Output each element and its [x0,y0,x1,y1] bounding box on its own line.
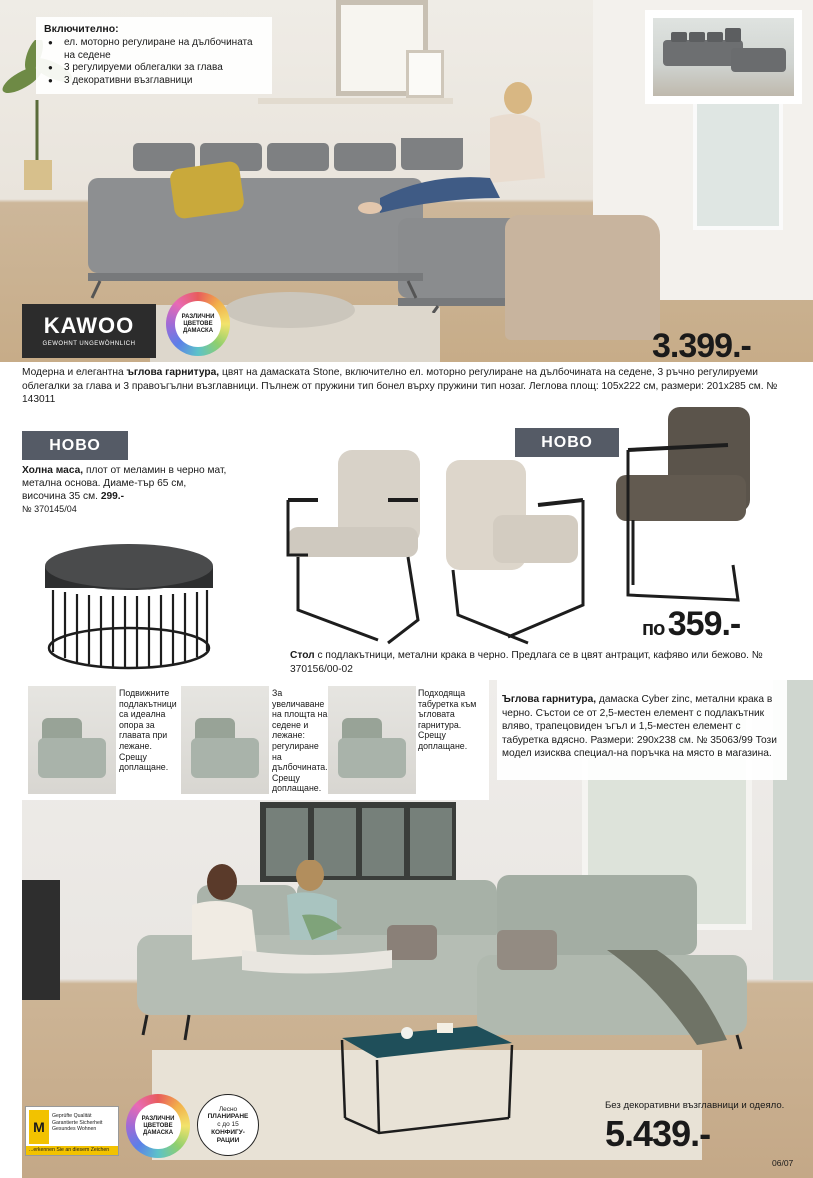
product-name: ъглова гарнитура, [126,367,220,378]
people-on-sofa [162,860,412,1000]
color-options-wheel-bottom [126,1094,190,1158]
woman-on-sofa [340,78,560,228]
knit-throw [505,215,660,340]
page-number: 06/07 [772,1158,794,1168]
features-panel [22,680,489,800]
seal-line: Geprüfte Qualität [52,1113,92,1119]
feature-image-armrest [28,686,116,794]
feature-image-depth [181,686,269,794]
yellow-cushion [169,160,245,219]
seal-letter: M [29,1110,49,1144]
wheel-text: ЦВЕТОВЕ [183,320,213,327]
desc-text: Модерна и елегантна [22,367,124,378]
badge-text: Лесно [218,1105,238,1113]
badge-text: с до 15 [217,1121,239,1129]
included-item: ● 3 декоративни възглавници [44,75,264,88]
included-item: ● ел. моторно регулиране на дълбочината на седене [44,37,264,62]
included-features-box [36,17,272,94]
desc-text: дамаска Cyber zinc, метални крака в черно. Състои се от 2,5-местен елемент с подлакътник вляво, трапецовиден ъгъл и 1,5-местен елемент с табуретка вдясно. Размери: 290x238 см. № 35063/99 Този модел изисква специал-на поръчка на място в магазина. [502,694,777,759]
seal-line: Gesundes Wohnen [52,1126,97,1133]
sofa-inset-photo [645,10,802,104]
dark-shelf [22,880,60,1000]
included-title: Включително: [44,23,119,35]
corner-sofa-description [502,693,788,761]
wheel-text: РАЗЛИЧНИ [181,313,215,320]
included-list [44,37,264,87]
kawoo-logo [22,304,156,358]
brand-tagline: GEWOHNT UNGEWÖHNLICH [42,341,136,347]
desc-text: цвят на дамаската Stone, включително ел. моторно регулиране на дълбочината на седене, 3 ръчно регулируеми облегалки за глава и 3 правоъгълни възглавници. Пълнеж от пружини тип бонел върху пружини тип нозаг. Леглова площ: 105x222 см, размери: 201x285 см. № 143011 [22,367,778,405]
wheel-text: ЦВЕТОВЕ [143,1122,173,1129]
article-number: № 370145/04 [22,504,77,514]
quality-seal [25,1106,119,1156]
brand-name: KAWOO [43,313,135,338]
feature-image-stool [328,686,416,794]
price-top-sofa: 3.399.- [652,327,751,365]
coffee-table-image [43,530,215,670]
planning-badge [197,1094,259,1156]
badge-text: ПЛАНИРАНЕ [207,1113,249,1121]
price-chair [642,605,740,644]
feature-text-depth: За увеличаване на площта на седене и лежане: регулиране на дълбочината. Срещу доплащане. [272,688,328,794]
feature-text-stool: Подходяща табуретка към ъгловата гарнитура. Срещу доплащане. [418,688,477,751]
inset-sofa [653,18,794,96]
wheel-text: ДАМАСКА [142,1129,174,1136]
product-name: Ъглова гарнитура, [502,694,597,705]
seal-line: Garantierte Sicherheit [52,1119,103,1126]
feature-text-armrest: Подвижните подлакътници са идеална опора за главата при лежане. Срещу доплащане. [119,688,177,773]
price-value: 359.- [667,605,741,643]
product-name: Холна маса, [22,465,84,476]
top-sofa-description [22,366,802,407]
wheel-text: ДАМАСКА [182,327,214,334]
desc-text: с подлакътници, метални крака в черно. Предлага се в цвят антрацит, кафяво или бежово. № 370156/00-02 [290,650,763,675]
inline-price: 299.- [100,491,125,502]
coffee-table-description [22,464,228,516]
new-badge-chair: НОВО [515,428,619,457]
new-badge-table: НОВО [22,431,128,460]
seal-footer: ...erkennen Sie an diesem Zeichen [26,1146,118,1155]
bottom-note: Без декоративни възглавници и одеяло. [605,1100,785,1111]
wheel-text: РАЗЛИЧНИ [141,1115,175,1122]
desc-text: плот от меламин в черно мат, метална основа. Диаме-тър 65 см, височина 35 см. [22,465,227,502]
price-corner-sofa: 5.439.- [605,1113,711,1154]
included-item: ● 3 регулируеми облегалки за глава [44,62,264,75]
chair-description [290,649,800,676]
nesting-table [337,1018,517,1138]
color-options-wheel [166,292,230,356]
product-name: Стол [290,650,315,661]
price-prefix: по [642,618,665,640]
badge-text: РАЦИИ [216,1136,240,1144]
badge-text: КОНФИГУ- [211,1128,245,1136]
